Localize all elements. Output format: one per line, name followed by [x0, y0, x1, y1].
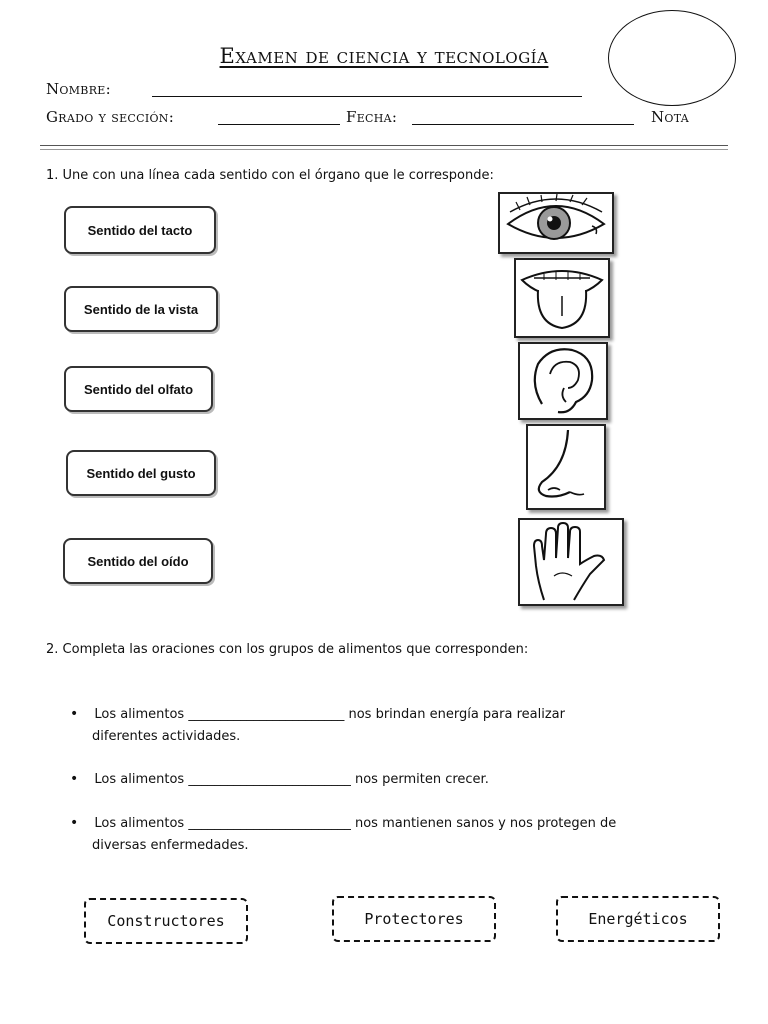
- date-line: [412, 124, 634, 125]
- sentence-2-blank[interactable]: _________________________: [188, 772, 351, 787]
- sentence-3-blank[interactable]: _________________________: [188, 816, 351, 831]
- sentence-1-end: nos brindan energía para realizar: [348, 707, 565, 722]
- score-oval: [608, 10, 736, 106]
- question-2-prompt: 2. Completa las oraciones con los grupos de alimentos que corresponden:: [46, 642, 529, 657]
- ear-picture[interactable]: [518, 342, 608, 420]
- eye-picture[interactable]: [498, 192, 614, 254]
- sentence-1: [70, 704, 710, 725]
- question-1-prompt: 1. Une con una línea cada sentido con el órgano que le corresponde:: [46, 168, 494, 183]
- sense-box-smell[interactable]: Sentido del olfato: [64, 366, 213, 412]
- name-line: [152, 96, 582, 97]
- ear-icon: [520, 344, 606, 418]
- sentence-2: [70, 769, 710, 790]
- grade-line: [218, 124, 340, 125]
- date-label: Fecha:: [346, 108, 398, 126]
- name-label: Nombre:: [46, 80, 111, 98]
- sentence-3-start: Los alimentos: [94, 816, 185, 831]
- group-box-energeticos[interactable]: Energéticos: [556, 896, 720, 942]
- sentence-3-continuation: diversas enfermedades.: [92, 838, 249, 853]
- sentence-1-continuation: diferentes actividades.: [92, 729, 241, 744]
- sentence-2-start: Los alimentos: [94, 772, 185, 787]
- sentence-3: [70, 813, 730, 834]
- sentence-3-end: nos mantienen sanos y nos protegen de: [354, 816, 617, 831]
- bullet-icon: •: [70, 706, 79, 722]
- hand-icon: [520, 520, 622, 604]
- sense-box-touch[interactable]: Sentido del tacto: [64, 206, 216, 254]
- sentence-1-blank[interactable]: ________________________: [188, 707, 345, 722]
- header-divider: [40, 145, 728, 150]
- tongue-icon: [516, 260, 608, 336]
- sentence-2-end: nos permiten crecer.: [354, 772, 489, 787]
- hand-picture[interactable]: [518, 518, 624, 606]
- grade-label: Grado y sección:: [46, 108, 175, 126]
- nose-icon: [528, 426, 604, 508]
- mouth-tongue-picture[interactable]: [514, 258, 610, 338]
- sentence-1-start: Los alimentos: [94, 707, 185, 722]
- nose-picture[interactable]: [526, 424, 606, 510]
- exam-title: Examen de ciencia y tecnología: [219, 44, 549, 68]
- bullet-icon: •: [70, 815, 79, 831]
- sense-box-taste[interactable]: Sentido del gusto: [66, 450, 216, 496]
- sense-box-hearing[interactable]: Sentido del oído: [63, 538, 213, 584]
- eye-icon: [500, 194, 612, 252]
- score-label: Nota: [651, 108, 690, 126]
- group-box-constructores[interactable]: Constructores: [84, 898, 248, 944]
- group-box-protectores[interactable]: Protectores: [332, 896, 496, 942]
- bullet-icon: •: [70, 771, 79, 787]
- sense-box-sight[interactable]: Sentido de la vista: [64, 286, 218, 332]
